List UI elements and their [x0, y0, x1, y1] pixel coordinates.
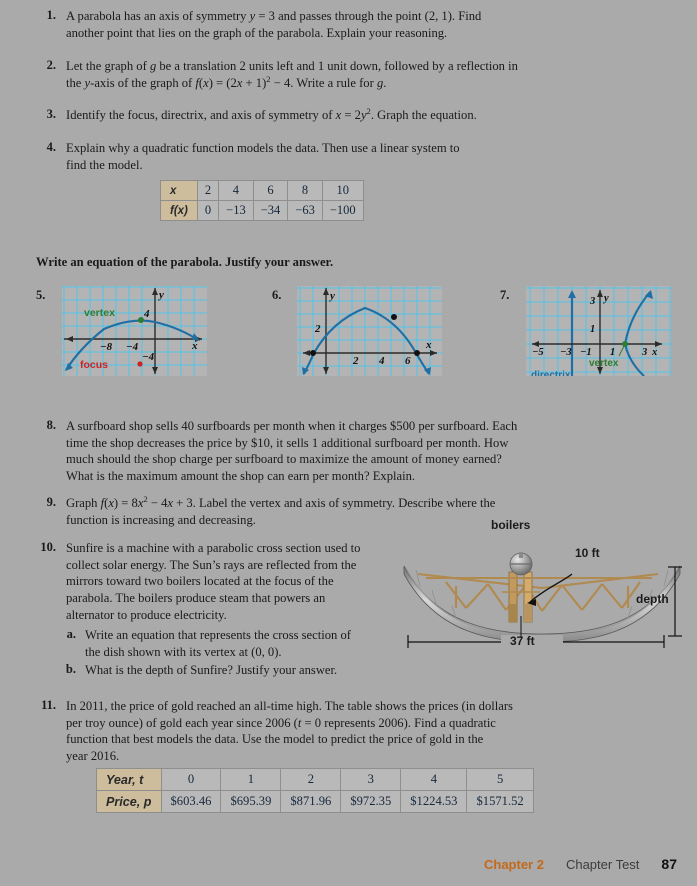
cell-x-0: 2 — [197, 181, 218, 201]
cell-year-0: 0 — [161, 769, 221, 791]
subpart-text — [85, 662, 337, 679]
section-heading: Write an equation of the parabola. Justify your answer. — [36, 255, 334, 269]
fx-data-table — [160, 180, 364, 221]
graph-5 — [62, 286, 207, 381]
problem-text — [66, 540, 360, 624]
row-header-price: Price, p — [97, 791, 162, 813]
graph-7 — [526, 286, 671, 381]
y-tick-2: 2 — [315, 323, 321, 335]
y-tick-4: 4 — [144, 308, 150, 320]
cell-year-4: 4 — [401, 769, 467, 791]
problem-line: Graph $f(x) = 8x^2 - 4x + 3$. Label the vertex and axis of symmetry. Describe where the — [66, 493, 496, 510]
x-tick-neg1: −1 — [580, 347, 592, 358]
problem-number: 1. — [46, 8, 56, 22]
depth-label: depth — [636, 592, 669, 606]
problem-line: Let the graph of g be a translation 2 units left and 1 unit down, followed by a reflection in — [66, 59, 518, 73]
x-tick-6: 6 — [405, 355, 411, 367]
x-tick-neg3: −3 — [560, 347, 572, 358]
row-header-year: Year, t — [97, 769, 162, 791]
table-row — [97, 791, 534, 813]
boilers-label: boilers — [491, 518, 531, 532]
problem-line: time the shop decreases the price by $10, it sells 1 additional surfboard per month. How — [66, 435, 509, 450]
problem-line: What is the depth of Sunfire? Justify your answer. — [85, 663, 338, 677]
vertex-label: vertex — [84, 307, 115, 319]
problem-3 — [34, 107, 654, 124]
table-row — [161, 181, 364, 201]
sunfire-figure — [396, 516, 688, 648]
footer-chapter-label: Chapter 2 — [483, 857, 544, 872]
problem-text — [66, 8, 481, 41]
depth-dimension — [668, 567, 682, 636]
cell-x-3: 8 — [288, 181, 323, 201]
problem-line: In 2011, the price of gold reached an all-time high. The table shows the prices (in dollars — [66, 699, 513, 713]
problem-number: 10. — [40, 540, 56, 554]
y-axis-label: y — [159, 289, 164, 301]
problem-line: the y-axis of the graph of $f(x) = (2x + 1)^2 - 4$. Write a rule for g. — [66, 73, 387, 90]
cell-year-2: 2 — [281, 769, 341, 791]
graph-5-svg — [62, 286, 207, 376]
graph-5-number: 5. — [36, 288, 46, 302]
boiler-stack — [519, 552, 523, 558]
x-axis-label: x — [426, 339, 432, 351]
x-tick-4: 4 — [379, 355, 385, 367]
y-tick-1: 1 — [590, 324, 596, 335]
y-axis-label: y — [604, 293, 609, 304]
problem-11 — [30, 698, 660, 765]
problem-text — [66, 107, 477, 124]
problem-number: 9. — [46, 495, 56, 509]
cell-year-5: 5 — [467, 769, 533, 791]
labeled-point-left-root — [310, 350, 316, 356]
problem-text — [66, 698, 513, 765]
problem-line: Sunfire is a machine with a parabolic cross section used to — [66, 541, 361, 555]
row-header-x: x — [161, 181, 198, 201]
x-tick-3: 3 — [642, 347, 648, 358]
problem-line: What is the maximum amount the shop can earn per month? Explain. — [66, 469, 416, 484]
problem-number: 3. — [46, 107, 56, 121]
table-row — [97, 769, 534, 791]
y-tick-neg4: −4 — [142, 351, 155, 363]
footer-page-number: 87 — [661, 856, 677, 872]
cell-x-4: 10 — [322, 181, 363, 201]
problem-text — [66, 58, 518, 91]
problem-10-part-b — [62, 662, 412, 679]
problem-line: A parabola has an axis of symmetry y = 3 and passes through the point (2, 1). Find — [66, 9, 482, 23]
cell-x-1: 4 — [219, 181, 254, 201]
cell-price-3: $972.35 — [341, 791, 401, 813]
problem-line: alternator to produce electricity. — [66, 607, 227, 622]
problem-number: 11. — [41, 698, 56, 712]
problem-line: the dish shown with its vertex at (0, 0). — [85, 644, 282, 659]
labeled-point-right-root — [414, 350, 420, 356]
cell-fx-1: −13 — [219, 201, 254, 221]
cell-price-2: $871.96 — [281, 791, 341, 813]
problem-line: Write an equation that represents the cross section of — [85, 628, 351, 642]
problem-line: another point that lies on the graph of the parabola. Explain your reasoning. — [66, 25, 448, 40]
x-tick-neg5: −5 — [532, 347, 544, 358]
footer-test-label: Chapter Test — [565, 857, 640, 872]
problem-8 — [34, 418, 654, 485]
problem-line: A surfboard shop sells 40 surfboards per month when it charges $500 per surfboard. Each — [66, 419, 518, 433]
y-axis-label: y — [330, 290, 335, 302]
width-label: 37 ft — [510, 634, 535, 648]
problem-10 — [30, 540, 400, 624]
problem-number: 8. — [46, 418, 56, 432]
gold-price-table — [96, 768, 534, 813]
problem-line: much should the shop charge per surfboard to maximize the amount of money earned? — [66, 452, 502, 467]
x-tick-2: 2 — [353, 355, 359, 367]
vertex-label: vertex — [589, 358, 619, 369]
problem-line: find the model. — [66, 157, 143, 172]
table — [96, 768, 534, 813]
labeled-point-curve — [391, 314, 397, 320]
problem-line: Identify the focus, directrix, and axis of symmetry of $x = 2y^2$. Graph the equation. — [66, 105, 477, 122]
problem-text — [66, 140, 460, 173]
subpart-label: b. — [65, 662, 76, 676]
problem-line: function is increasing and decreasing. — [66, 512, 256, 527]
x-tick-neg4: −4 — [126, 341, 139, 353]
x-tick-neg8: −8 — [100, 341, 113, 353]
problem-text — [66, 418, 517, 485]
page-footer — [484, 856, 677, 872]
cell-x-2: 6 — [253, 181, 288, 201]
graph-7-number: 7. — [500, 288, 510, 302]
table-row — [161, 201, 364, 221]
y-tick-3: 3 — [590, 296, 596, 307]
problem-line: per troy ounce) of gold each year since 2006 (t = 0 represents 2006). Find a quadratic — [66, 715, 496, 730]
problem-2 — [34, 58, 654, 91]
cell-price-4: $1224.53 — [401, 791, 467, 813]
graph-6 — [297, 286, 442, 381]
cell-year-3: 3 — [341, 769, 401, 791]
subpart-label: a. — [66, 627, 76, 641]
cell-fx-0: 0 — [197, 201, 218, 221]
problem-line: parabola. The boilers produce steam that powers an — [66, 591, 326, 606]
problem-line: function that best models the data. Use the model to predict the price of gold in the — [66, 732, 484, 747]
graph-6-number: 6. — [272, 288, 282, 302]
problem-number: 4. — [46, 140, 56, 154]
problem-number: 2. — [46, 58, 56, 72]
cell-price-0: $603.46 — [161, 791, 221, 813]
x-tick-1: 1 — [610, 347, 616, 358]
cell-year-1: 1 — [221, 769, 281, 791]
problem-line: Explain why a quadratic function models the data. Then use a linear system to — [66, 141, 460, 155]
x-axis-label: x — [652, 347, 658, 358]
focus-label: focus — [80, 359, 109, 371]
table — [160, 180, 364, 221]
cell-fx-3: −63 — [288, 201, 323, 221]
problem-10-part-a — [62, 627, 412, 660]
subpart-text — [85, 627, 351, 660]
x-axis-label: x — [192, 340, 198, 352]
problem-line: year 2016. — [66, 749, 120, 764]
graph-6-svg — [297, 286, 442, 376]
cell-fx-2: −34 — [253, 201, 288, 221]
sunfire-svg — [396, 516, 688, 648]
graph-7-svg — [526, 286, 671, 376]
cell-price-5: $1571.52 — [467, 791, 533, 813]
problem-1 — [34, 8, 654, 41]
cell-price-1: $695.39 — [221, 791, 281, 813]
cell-fx-4: −100 — [322, 201, 363, 221]
row-header-fx: f(x) — [161, 201, 198, 221]
problem-line: mirrors toward two boilers located at the focus of the — [66, 574, 334, 589]
directrix-label: directrix — [531, 370, 571, 376]
problem-4 — [34, 140, 654, 173]
problem-line: collect solar energy. The Sun’s rays are reflected from the — [66, 557, 357, 572]
height-label: 10 ft — [575, 546, 600, 560]
